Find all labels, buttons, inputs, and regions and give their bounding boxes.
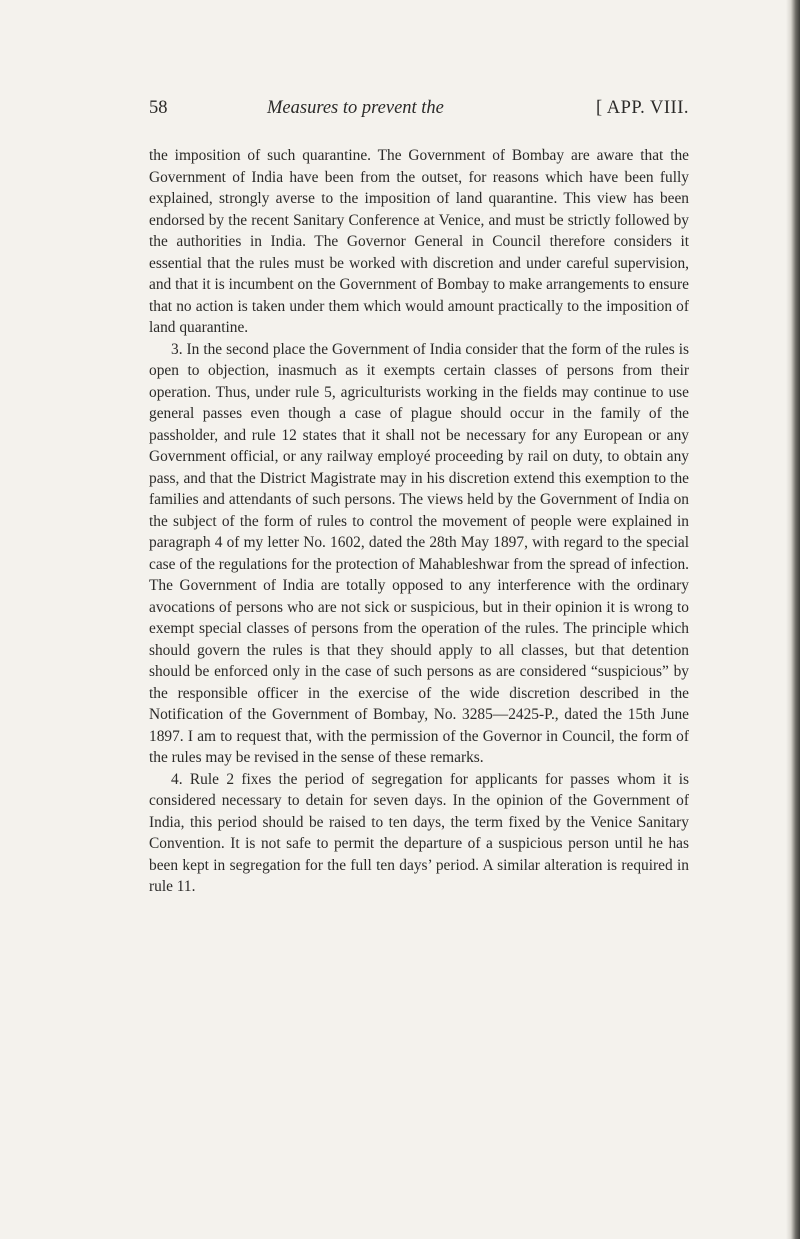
- page-header: [149, 98, 689, 126]
- page-number: 58: [149, 98, 168, 118]
- section-label: [ APP. VIII.: [595, 98, 689, 118]
- paragraph-4: 4. Rule 2 fixes the period of segregation for applicants for passes whom it is considered necessary to detain for seven days. In the opinion of the Government of India, this period should be raised to ten days, the term fixed by the Venice Sanitary Convention. It is not safe to permit the departure of a suspicious person until he has been kept in segregation for the full ten days’ period. A similar alteration is required in rule 11.: [149, 770, 689, 895]
- paragraph-continuation: the imposition of such quarantine. The Government of Bombay are aware that the Government of India have been from the outset, for reasons which have been fully explained, strongly averse to the imposition of land quarantine. This view has been endorsed by the recent Sanitary Conference at Venice, and must be strictly followed by the authorities in India. The Governor General in Council therefore considers it essential that the rules must be worked with discretion and under careful supervision, and that it is incumbent on the Government of Bombay to make arrangements to ensure that no action is taken under them which would amount practically to the imposition of land quarantine.: [149, 147, 689, 336]
- running-title: Measures to prevent the: [267, 98, 444, 118]
- page-edge-shadow: [786, 0, 800, 1239]
- body-text: [149, 145, 689, 898]
- paragraph-3: 3. In the second place the Government of India consider that the form of the rules is open to objection, inasmuch as it exempts certain classes of persons from their operation. Thus, under rule 5, agriculturists working in the fields may continue to use general passes even though a case of plague should occur in the family of the passholder, and rule 12 states that it shall not be necessary for any European or any Government official, or any railway employé proceeding by rail on duty, to obtain any pass, and that the District Magistrate may in his discretion extend this exemption to the families and attendants of such persons. The views held by the Government of India on the subject of the form of rules to control the movement of people were explained in paragraph 4 of my letter No. 1602, dated the 28th May 1897, with regard to the special case of the regulations for the protection of Mahableshwar from the spread of infection. The Government of India are totally opposed to any interference with the ordinary avocations of persons who are not sick or suspicious, but in their opinion it is wrong to exempt special classes of persons from the operation of the rules. The principle which should govern the rules is that they should apply to all classes, but that detention should be enforced only in the case of such persons as are considered “suspicious” by the responsible officer in the exercise of the wide discretion described in the Notification of the Government of Bombay, No. 3285—2425-P., dated the 15th June 1897. I am to request that, with the permission of the Governor in Council, the form of the rules may be revised in the sense of these remarks.: [149, 340, 689, 766]
